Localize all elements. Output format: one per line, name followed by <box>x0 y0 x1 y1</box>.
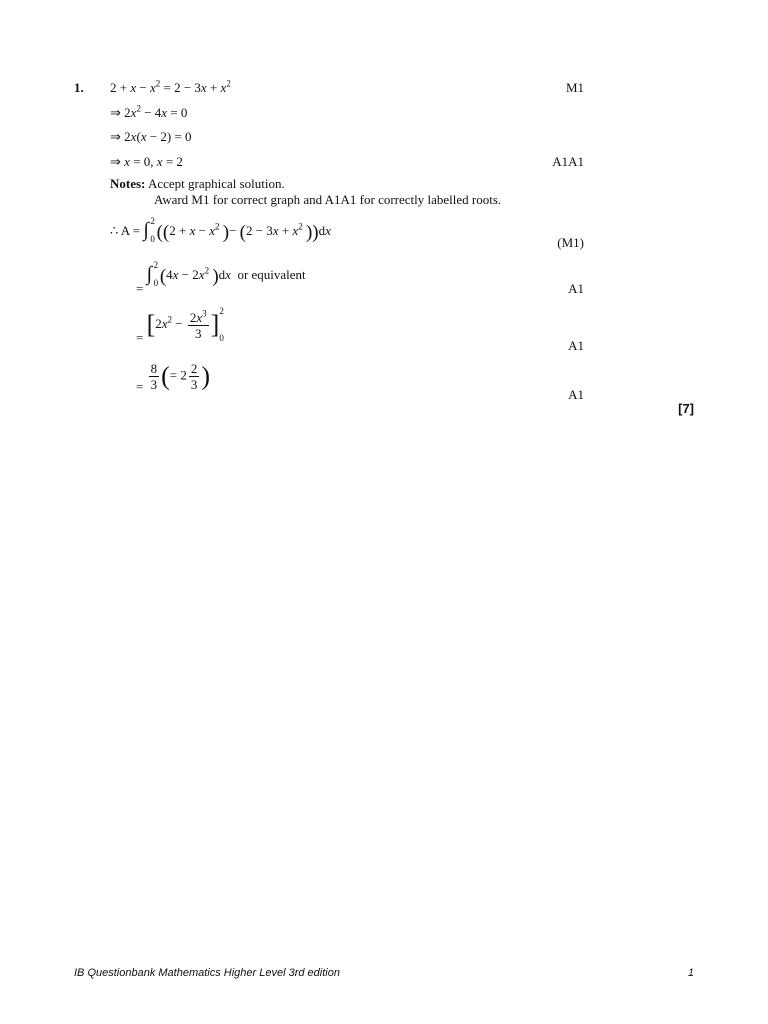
mark-m1-bracket: (M1) <box>557 235 584 250</box>
equation-line-4: ⇒ x = 0, x = 2 <box>110 154 183 169</box>
integral-step-1: = ∫ 2 0 ($4x - 2x^2$ )dx or equivalent <box>136 260 306 296</box>
equation-line-3: ⇒ 2x(x − 2) = 0 <box>110 129 192 144</box>
integral-step-2: = [$2x^2$ − $\frac{2x^3}{3}$ ] 2 0 <box>136 306 224 345</box>
mark-a1-2: A1 <box>568 338 584 353</box>
equation-line-2: ⇒ $2x^2 - 4x = 0$ <box>110 103 188 120</box>
notes-label: Notes: <box>110 176 146 191</box>
notes-text-1: Accept graphical solution. <box>147 176 285 191</box>
mark-m1: M1 <box>565 80 584 95</box>
footer-book-title: IB Questionbank Mathematics Higher Level 3rd edition <box>74 967 340 979</box>
mark-a1-3: A1 <box>568 387 584 402</box>
area-integral: ∴ A = ∫ 2 0 (($2 + x - x^2$ )− ($2 - 3x + x^2$ ))dx <box>110 216 331 244</box>
notes-text-2: Award M1 for correct graph and A1A1 for correctly labelled roots. <box>154 192 502 207</box>
mark-a1-1: A1 <box>568 281 584 296</box>
or-equivalent-text: or equivalent <box>237 267 306 282</box>
question-number: 1. <box>74 80 84 95</box>
integral-step-3: = $\frac{8}{3}$ (= 2 $\frac{2}{3}$ ) <box>136 361 211 395</box>
notes-line-1 <box>110 177 285 190</box>
total-marks: [7] <box>678 401 694 416</box>
footer-page-number: 1 <box>687 967 694 979</box>
equation-line-1: $2 + x - x^2 = 2 - 3x + x^2$ <box>110 78 231 95</box>
mark-a1a1: A1A1 <box>552 154 584 169</box>
